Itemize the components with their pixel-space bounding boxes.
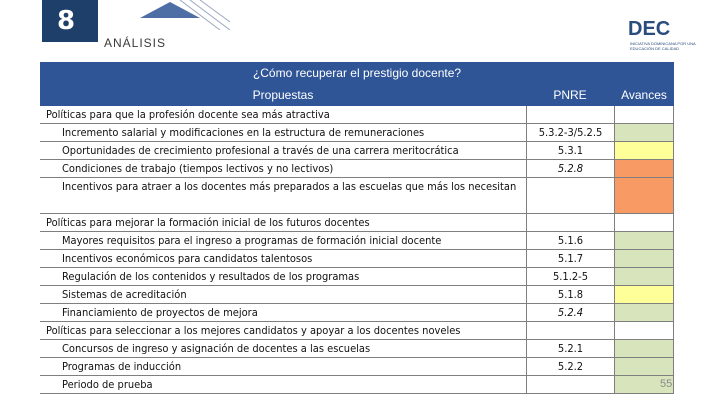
table-title: ¿Cómo recuperar el prestigio docente? (40, 62, 674, 84)
table-row (40, 358, 674, 376)
propuesta-cell (40, 322, 526, 340)
propuesta-text: Incentivos económicos para candidatos talentosos (62, 252, 313, 265)
section-row (40, 214, 674, 232)
page-number: 55 (660, 378, 673, 390)
pnre-cell (526, 106, 614, 124)
pnre-cell: 5.1.8 (526, 286, 614, 304)
table-row (40, 376, 674, 394)
table-row (40, 160, 674, 178)
propuesta-cell (40, 358, 526, 376)
propuesta-cell (40, 106, 526, 124)
table-row (40, 232, 674, 250)
avance-status (614, 358, 674, 376)
pnre-cell: 5.1.7 (526, 250, 614, 268)
pnre-cell: 5.1.2-5 (526, 268, 614, 286)
propuesta-text: Concursos de ingreso y asignación de docentes a las escuelas (62, 342, 371, 355)
table-row (40, 286, 674, 304)
table-row (40, 124, 674, 142)
propuesta-cell (40, 376, 526, 394)
table-row (40, 340, 674, 358)
logo-mark: DEC (628, 18, 671, 40)
propuesta-text: Periodo de prueba (62, 378, 153, 391)
propuesta-text: Incentivos para atraer a los docentes más preparados a las escuelas que más los necesitan (62, 180, 517, 193)
pnre-cell: 5.2.1 (526, 340, 614, 358)
header-pnre: PNRE (526, 84, 614, 106)
logo (628, 14, 710, 50)
pnre-cell (526, 214, 614, 232)
table-row (40, 268, 674, 286)
propuesta-text: Oportunidades de crecimiento profesional a través de una carrera meritocrática (62, 144, 459, 157)
pnre-cell: 5.3.1 (526, 142, 614, 160)
table-row (40, 142, 674, 160)
header-avances: Avances (614, 84, 674, 106)
propuesta-cell (40, 232, 526, 250)
propuesta-cell (40, 268, 526, 286)
avance-status (614, 286, 674, 304)
propuesta-cell (40, 340, 526, 358)
avance-status (614, 124, 674, 142)
pnre-cell (526, 322, 614, 340)
avance-status (614, 232, 674, 250)
decorative-lines (120, 0, 230, 30)
avance-status (614, 304, 674, 322)
propuesta-cell (40, 304, 526, 322)
propuesta-text: Condiciones de trabajo (tiempos lectivos y no lectivos) (62, 162, 334, 175)
avance-status (614, 214, 674, 232)
section-label: ANÁLISIS (104, 36, 167, 50)
propuesta-text: Mayores requisitos para el ingreso a programas de formación inicial docente (62, 234, 442, 247)
propuesta-text: Financiamiento de proyectos de mejora (62, 306, 258, 319)
avance-status (614, 160, 674, 178)
pnre-cell (526, 178, 614, 214)
slide-number: 8 (56, 6, 76, 36)
propuesta-cell (40, 142, 526, 160)
propuesta-text: Regulación de los contenidos y resultados de los programas (62, 270, 360, 283)
table-row (40, 178, 674, 214)
avance-status (614, 142, 674, 160)
pnre-cell: 5.2.8 (526, 160, 614, 178)
section-row (40, 322, 674, 340)
propuesta-cell (40, 214, 526, 232)
propuesta-cell (40, 286, 526, 304)
section-row (40, 106, 674, 124)
avance-status (614, 268, 674, 286)
pnre-cell: 5.2.2 (526, 358, 614, 376)
propuesta-text: Sistemas de acreditación (62, 288, 187, 301)
pnre-cell: 5.1.6 (526, 232, 614, 250)
pnre-cell (526, 376, 614, 394)
logo-subtitle: INICIATIVA DOMINICANA POR UNA EDUCACIÓN DE CALIDAD (630, 41, 696, 51)
propuesta-cell (40, 160, 526, 178)
propuesta-cell (40, 124, 526, 142)
propuesta-text: Programas de inducción (62, 360, 182, 373)
avance-status (614, 322, 674, 340)
header-propuestas: Propuestas (40, 84, 526, 106)
propuesta-cell (40, 250, 526, 268)
table-row (40, 304, 674, 322)
propuesta-text: Políticas para mejorar la formación inicial de los futuros docentes (46, 216, 370, 229)
table (40, 62, 674, 400)
pnre-cell: 5.3.2-3/5.2.5 (526, 124, 614, 142)
avance-status (614, 178, 674, 214)
table-row (40, 250, 674, 268)
propuesta-text: Políticas para que la profesión docente sea más atractiva (46, 108, 330, 121)
avance-status (614, 340, 674, 358)
avance-status (614, 106, 674, 124)
propuesta-cell (40, 178, 526, 214)
propuesta-text: Políticas para seleccionar a los mejores candidatos y apoyar a los docentes noveles (46, 324, 461, 337)
avance-status (614, 250, 674, 268)
pnre-cell: 5.2.4 (526, 304, 614, 322)
propuesta-text: Incremento salarial y modificaciones en la estructura de remuneraciones (62, 126, 425, 139)
